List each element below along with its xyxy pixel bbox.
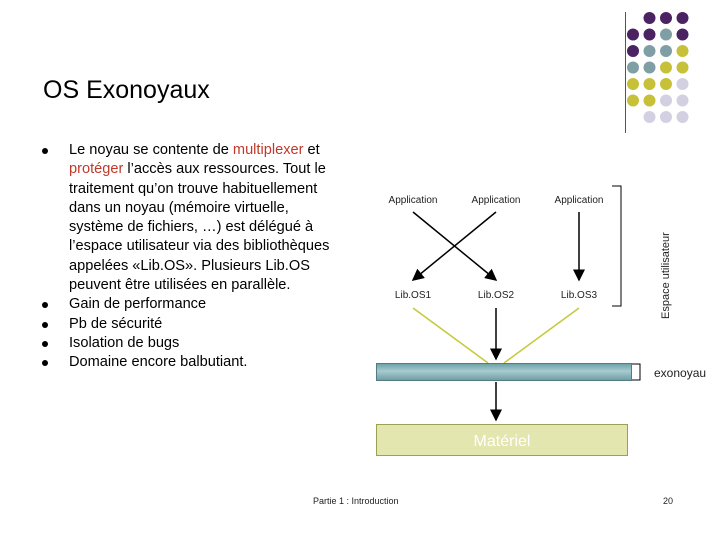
application-box-1: Application (388, 194, 438, 206)
slide-title: OS Exonoyaux (43, 76, 210, 104)
bullet-text: Isolation de bugs (69, 334, 180, 351)
libos-box-3: Lib.OS3 (560, 289, 598, 301)
application-box-2: Application (471, 194, 521, 206)
bullet-text: Gain de performance (69, 296, 207, 313)
bullet-text-post: l’accès aux ressources. Tout le traitement qu’on trouve habituellement dans un noyau (mémoire virtuelle, système de fichiers, …) est délégué à l’espace utilisateur via des bibliothèques appelées «Lib.OS». Plusieurs Lib.OS peuvent être utilisées en parallèle. (69, 161, 330, 294)
highlight-multiplexer: multiplexer (232, 142, 304, 158)
hardware-box: Matériel (376, 424, 628, 456)
page-number: 20 (663, 496, 674, 506)
libos-box-2: Lib.OS2 (477, 289, 515, 301)
user-space-label: Espace utilisateur (660, 232, 672, 319)
highlight-proteger: protéger (69, 161, 124, 178)
bullet-text-pre: Le noyau se contente de (69, 142, 233, 158)
footer-text: Partie 1 : Introduction (313, 496, 399, 506)
bullet-text-mid: et (303, 142, 320, 158)
application-box-3: Application (554, 194, 604, 206)
exokernel-bar (376, 363, 632, 381)
libos-box-1: Lib.OS1 (394, 289, 432, 301)
exokernel-label: exonoyau (654, 366, 707, 380)
kernel-bracket (632, 364, 640, 380)
bullet-text: Pb de sécurité (69, 315, 163, 332)
bullet-text: Domaine encore balbutiant. (69, 354, 248, 371)
